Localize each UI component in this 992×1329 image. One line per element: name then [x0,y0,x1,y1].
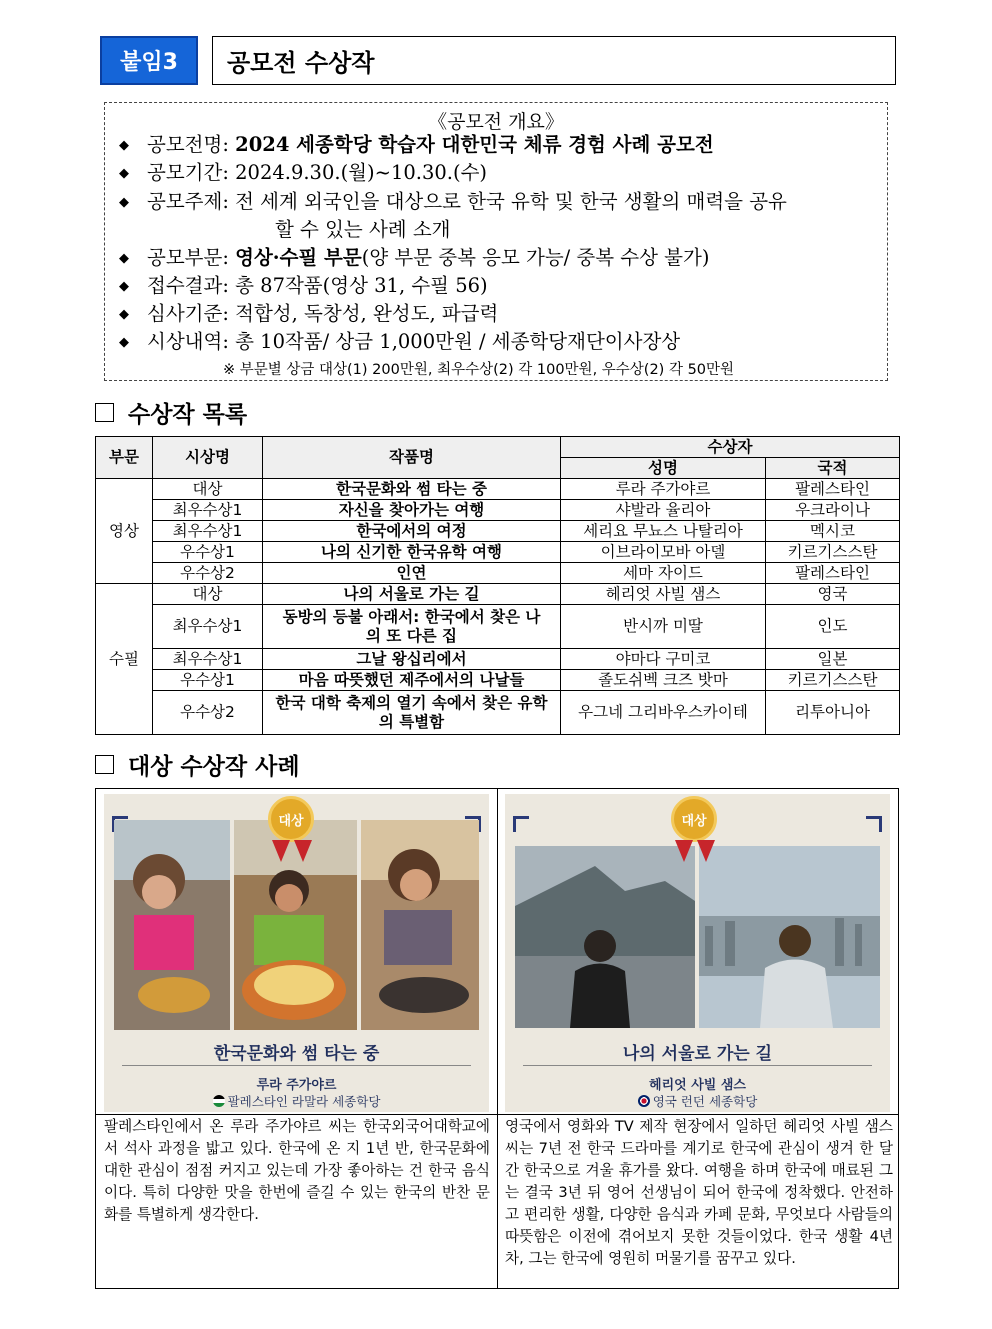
table-row: 최우수상1 동방의 등불 아래서: 한국에서 찾은 나의 또 다른 집 반시까 미딸 인도 [96,605,900,649]
case-description: 팔레스타인에서 온 루라 주가야르 씨는 한국외국어대학교에서 석사 과정을 밟고 있다. 한국에 온 지 1년 반, 한국문화에 대한 관심이 점점 커지고 있는데 가장 좋아하는 건 한국 음식이다. 특히 다양한 맛을 한번에 즐길 수 있는 한국의 반찬 문화를 특별하게 생각한다. [104,1118,490,1223]
frame-corner-icon [866,816,882,832]
divider [497,789,498,1288]
page-title: 공모전 수상작 [212,36,896,85]
uk-flag-icon [638,1095,650,1107]
diamond-bullet-icon: ◆ [119,195,129,210]
overview-row: ◆ 심사기준: 적합성, 독창성, 완성도, 파급력 [119,300,498,329]
ribbon-icon [675,840,693,862]
overview-row-continuation: 할 수 있는 사례 소개 [275,218,451,241]
poster-title: 한국문화와 썸 타는 중 [213,1044,380,1064]
col-header-award: 시상명 [153,437,263,479]
diamond-bullet-icon: ◆ [119,335,129,350]
section-heading-cases: 대상 수상작 사례 [95,748,300,781]
col-header-country: 국적 [766,458,900,479]
overview-row: ◆ 공모전명: 2024 세종학당 학습자 대한민국 체류 경험 사례 공모전 [119,131,714,160]
diamond-bullet-icon: ◆ [119,166,129,181]
diamond-bullet-icon: ◆ [119,279,129,294]
table-row: 우수상1 나의 신기한 한국유학 여행 이브라이모바 아델 키르기스스탄 [96,542,900,563]
award-medal: 대상 [268,796,314,842]
overview-title: 《공모전 개요》 [428,111,564,133]
table-row: 수필 대상 나의 서울로 가는 길 헤리엇 사빌 샘스 영국 [96,584,900,605]
cases-table [95,788,899,1289]
table-row: 최우수상1 한국에서의 여정 세리요 무뇨스 나탈리아 멕시코 [96,521,900,542]
ribbon-icon [294,840,312,862]
prize-note: ※ 부문별 상금 대상(1) 200만원, 최우수상(2) 각 100만원, 우수상(2) 각 50만원 [223,362,735,378]
section-heading-awards: 수상작 목록 [95,396,247,429]
table-row: 영상 대상 한국문화와 썸 타는 중 루라 주가야르 팔레스타인 [96,479,900,500]
category-cell: 수필 [96,584,153,735]
photo-collage [515,846,880,1028]
winner-org: 영국 런던 세종학당 [505,1092,890,1110]
overview-row: ◆ 시상내역: 총 10작품/ 상금 1,000만원 / 세종학당재단이사장상 [119,328,680,357]
diamond-bullet-icon: ◆ [119,138,129,153]
col-header-winner: 수상자 [561,437,900,458]
diamond-bullet-icon: ◆ [119,251,129,266]
table-row: 우수상1 마음 따뜻했던 제주에서의 나날들 졸도쉬벡 크즈 밧마 키르기스스탄 [96,670,900,691]
winner-name: 루라 주가야르 [256,1078,337,1093]
table-row: 우수상2 한국 대학 축제의 열기 속에서 찾은 유학의 특별함 우그네 그리바우스카이테 리투아니아 [96,691,900,735]
ribbon-icon [697,840,715,862]
awards-table [95,436,900,735]
divider [523,1065,872,1066]
award-medal: 대상 [671,796,717,842]
col-header-work: 작품명 [263,437,561,479]
palestine-flag-icon [213,1095,225,1107]
divider [122,1065,471,1066]
col-header-name: 성명 [561,458,766,479]
attachment-badge: 붙임3 [100,36,198,85]
header [100,36,896,85]
overview-row: ◆ 공모주제: 전 세계 외국인을 대상으로 한국 유학 및 한국 생활의 매력을 공유 [119,188,787,217]
winner-org: 팔레스타인 라말라 세종학당 [104,1092,489,1110]
poster-case-1 [104,794,489,1112]
poster-case-2 [505,794,890,1112]
frame-corner-icon [513,816,529,832]
table-row: 최우수상1 자신을 찾아가는 여행 샤발라 율리아 우크라이나 [96,500,900,521]
overview-row: ◆ 공모부문: 영상·수필 부문(양 부문 중복 응모 가능/ 중복 수상 불가) [119,244,709,273]
winner-name: 헤리엇 사빌 샘스 [649,1078,746,1093]
poster-title: 나의 서울로 가는 길 [622,1044,773,1064]
overview-row: ◆ 공모기간: 2024.9.30.(월)~10.30.(수) [119,159,487,188]
ribbon-icon [272,840,290,862]
case-description: 영국에서 영화와 TV 제작 현장에서 일하던 헤리엇 사빌 샘스 씨는 7년 전 한국 드라마를 계기로 한국에 관심이 생겨 한 달간 한국으로 겨울 휴가를 왔다. 여행을 하며 한국에 매료된 그는 결국 3년 뒤 영어 선생님이 되어 한국에 정착했다. 안전하고 편리한 생활, 다양한 음식과 카페 문화, 무엇보다 사람들의 따뜻함은 이전에 겪어보지 못한 것들이었다. 한국 생활 4년 차, 그는 한국에 영원히 머물기를 꿈꾸고 있다. [505,1118,893,1267]
overview-box [104,102,888,381]
checkbox-square-icon [95,403,114,422]
overview-row: ◆ 접수결과: 총 87작품(영상 31, 수필 56) [119,272,488,301]
table-row: 우수상2 인연 세마 자이드 팔레스타인 [96,563,900,584]
checkbox-square-icon [95,755,114,774]
col-header-category: 부문 [96,437,153,479]
diamond-bullet-icon: ◆ [119,307,129,322]
category-cell: 영상 [96,479,153,584]
table-row: 최우수상1 그날 왕십리에서 야마다 구미코 일본 [96,649,900,670]
divider [96,1114,898,1115]
